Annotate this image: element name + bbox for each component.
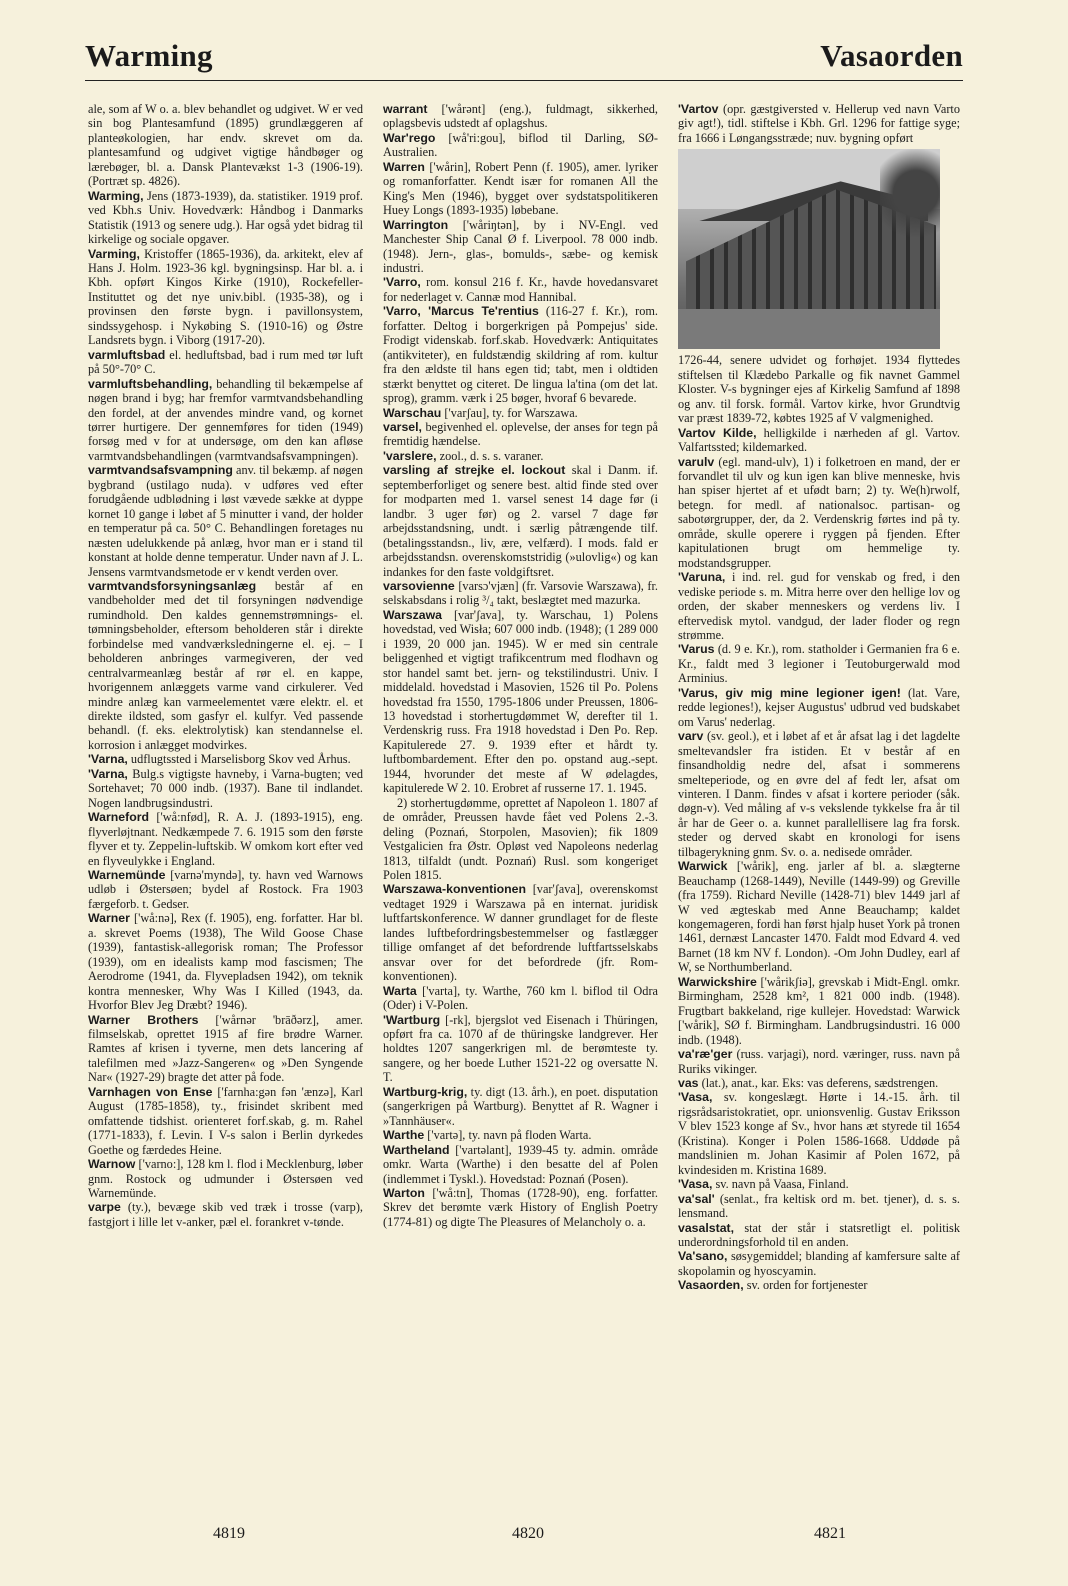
entry-text: søsygemiddel; blanding af kamfersure salte af skopolamin og hyoscyamin. (678, 1249, 960, 1278)
entry-text: (ty.), bevæge skib ved træk i trosse (varp), fastgjort i lille let v-anker, pæl el. forankret v-tønde. (88, 1200, 363, 1229)
entry-headword: 'Varuna, (678, 570, 726, 585)
entry-headword: vas (678, 1076, 699, 1091)
entry-headword: Warnow (88, 1157, 136, 1172)
entry-text: anv. til bekæmp. af nøgen bygbrand (ustilago nuda). v udføres ved efter forudgående udblødning i løst vævede sække at dyppe kornet 10 gange i løbet af 5 minutter i vand, der holder en temperatur på ca. 50° C. Behandlingen foretages nu næsten udelukkende på anlæg, hvor man er i stand til konstant at holde denne temperatur. Under navn af J. L. Jensens varmtvandsmetode er v kendt verden over. (88, 463, 363, 579)
dictionary-entry (383, 218, 658, 276)
entry-headword: Wartburg-krig, (383, 1084, 468, 1099)
entry-headword: varsling af strejke el. lockout (383, 463, 566, 478)
dictionary-entry (678, 1278, 960, 1292)
entry-headword: va'ræ'ger (678, 1047, 733, 1062)
page-number-2: 4820 (512, 1525, 544, 1542)
dictionary-entry (383, 1143, 658, 1186)
dictionary-entry (88, 810, 363, 868)
entry-headword: varpe (88, 1200, 121, 1215)
entry-headword: Va'sano, (678, 1249, 728, 1264)
entry-text: ale, som af W o. a. blev behandlet og udgivet. W er ved sin bog Plantesamfund (1895) grundlæggeren af planteøkologien, har endv. skrevet om da. plantesamfund og udgivet vigtige håndbøger og lærebøger, bl. a. Dansk Plantevækst 1-3 (1906-19). (Portræt sp. 4826). (88, 102, 363, 189)
entry-headword: Warwickshire (678, 974, 757, 989)
dictionary-entry (678, 729, 960, 859)
entry-headword: Wartheland (383, 1142, 450, 1157)
entry-text: (lat. Vare, redde legiones!), kejser Augustus' udbrud ved budskabet om Varus' nederlag. (678, 685, 960, 729)
entry-text: [wå'ri:gou], biflod til Darling, SØ-Australien. (383, 130, 658, 160)
entry-headword: varv (678, 729, 704, 744)
dictionary-entry (88, 1013, 363, 1085)
dictionary-entry (383, 131, 658, 160)
running-header (85, 36, 963, 81)
dictionary-entry (678, 455, 960, 571)
dictionary-entry (88, 189, 363, 247)
entry-headword: Warwick (678, 859, 728, 874)
entry-headword: varmluftsbad (88, 347, 166, 362)
entry-headword: Warszawa-konventionen (383, 882, 527, 897)
dictionary-entry (88, 1157, 363, 1200)
entry-text: [var'ʃava], ty. Warschau, 1) Polens hovedstad, ved Wisła; 607 000 indb. (1948); (1 289 000 i 1939, 20 000 jan. 1945). W er med sin centrale beliggenhed et vigtigt trafikcentrum med flodhavn og stor handel samt bet. jern- og tekstilindustri. Univ. I middelald. hovedstad i Masovien, 1526 til Po. Polens hovedstad fra 1550, 1795-1806 under Preussen, 1806-13 hovedstad i storhertugdømmet W, derefter til 1. Verdenskrig russ. Fra 1918 hovedstad i Den Po. Rep. Kapitulerede 27. 9. 1939 efter et hårdt ty. luftbombardement. Efter den po. opstand aug.-sept. 1944, hvorunder det meste af W ødelagdes, kapitulerede W 2. 10. Erobret af russerne 17. 1. 1945. (383, 607, 658, 796)
dictionary-entry (678, 426, 960, 455)
dictionary-entry (88, 102, 363, 189)
entry-text: ['varno:], 128 km l. flod i Mecklenburg, løber gnm. Rostock og udmunder i Østersøen ved Warnemünde. (88, 1157, 363, 1200)
entry-text: i ind. rel. gud for venskab og fred, i den vediske periode s. m. Mitra herre over den hellige lov og orden, der skaber menneskers og verdens liv. I eftervedisk mytol. vandgud, der lader floder og regn strømme. (678, 570, 960, 642)
dictionary-entry (678, 686, 960, 729)
dictionary-entry (88, 767, 363, 810)
entry-text: ['wå:nə], Rex (f. 1905), eng. forfatter. Har bl. a. skrevet Poems (1938), The Wild Goose Chase (1939), fantastisk-allegorisk roman; The Professor (1939), om en idealists kamp mod fascismen; The Aerodrome (1941, da. Flyvepladsen 1942), om teknik kontra mennesker, Why Was I Killed (1943, da. Hvorfor Blev Jeg Dræbt? 1946). (88, 911, 363, 1013)
page-number-3: 4821 (814, 1525, 846, 1542)
dictionary-entry (88, 1085, 363, 1157)
entry-text: består af en vandbeholder med det til forsyningen nødvendige rumindhold. Den kaldes gennemstrømnings- el. tømningsbeholder, eftersom beholderen står i direkte forbindelse med vandværksledningerne el. ej. – I beholderen anbringes varmegiveren, der ved centralvarmeanlæg består af rør el. en kappe, hvorigennem anlæggets varme vand cirkulerer. Ved mindre anlæg kan varmeelementet være elektr. el. et direkte ildsted, som gasfyr el. kulfyr. Ved passende behandl. (f. eks. elektrolytisk) kan stendannelse el. korrosion i anlægget modvirkes. (88, 578, 363, 752)
entry-headword: Vasaorden, (678, 1278, 744, 1293)
entry-text: [var'ʃava], overenskomst vedtaget 1929 i Warszawa på en internat. juridisk luftfartskonference. W danner grundlaget for de fleste landes luftbefordringsbestemmelser og fastlægger tillige omfanget af det befordrende luftfartsselskabs ansvar over for det befordrede (jfr. Rom-konventionen). (383, 882, 658, 984)
entry-headword: warrant (383, 102, 428, 116)
entry-text: 2) storhertugdømme, oprettet af Napoleon 1. 1807 af de områder, Preussen havde fået ved Polens 2.-3. deling (Poznań, Storpolen, Masovien); fik 1809 Vestgalicien fra Østr. Opløst ved Napoleons nederlag 1813, tilfaldt (undt. Poznań) Rusl. som kongeriget Polen 1815. (383, 795, 658, 883)
entry-headword: Vartov Kilde, (678, 425, 757, 440)
entry-headword: 'Varus, giv mig mine legioner igen! (678, 685, 901, 700)
entry-headword: varmluftsbehandling, (88, 376, 213, 391)
entry-headword: Warner (88, 911, 130, 926)
entry-text: (sv. geol.), et i løbet af et år afsat lag i det lagdelte smeltevandsler fra istiden. Et v består af en finsandholdig nedre del, afsat i sommerens smelteperiode, og en øvre del af fedt ler, afsat om vinteren. I Danm. findes v afsat i kortere perioder (såk. døgn-v). Ved måling af v-s vekslende tykkelse fra år til år har de Geer o. a. kunnet parallellisere lag fra forsk. steder og derved skabt en kronologi for isens tilbagerykning gnm. Sv. o. a. nedisede områder. (678, 729, 960, 859)
dictionary-entry (88, 348, 363, 377)
entry-text: sv. navn på Vaasa, Finland. (712, 1177, 849, 1192)
entry-text: ['wårənt] (eng.), fuldmagt, sikkerhed, oplagsbevis udstedt af oplagshus. (383, 102, 658, 131)
dictionary-entry (383, 1085, 658, 1128)
dictionary-entry (383, 406, 658, 420)
dictionary-entry (88, 579, 363, 752)
entry-text: udflugtssted i Marselisborg Skov ved Århus. (127, 752, 351, 767)
dictionary-entry (678, 1249, 960, 1278)
dictionary-entry (678, 1192, 960, 1221)
dictionary-entry (383, 1013, 658, 1085)
entry-headword: varmtvandsforsyningsanlæg (88, 578, 257, 593)
entry-headword: Warschau (383, 405, 442, 420)
entry-headword: Warthe (383, 1128, 425, 1143)
entry-text: el. hedluftsbad, bad i rum med tør luft på 50°-70° C. (88, 347, 363, 377)
dictionary-entry (88, 377, 363, 464)
dictionary-entry (678, 1047, 960, 1076)
entry-text: ['wårik], eng. jarler af bl. a. slægterne Beauchamp (1268-1449), Neville (1449-99) og Greville (fra 1759). Richard Neville (1428-71) blev 1449 jarl af W ved ægteskab med Anne Beauchamp; kaldet kongemageren, fordi han først hjalp huset York på tronen 1461, dernæst Lancaster 1470. Faldt mod Edvard 4. ved Barnet (18 km NV f. London). -Om John Dudley, earl af W, se Northumberland. (678, 859, 960, 975)
dictionary-entry (383, 449, 658, 463)
dictionary-entry (678, 570, 960, 642)
entry-headword: varmtvandsafsvampning (88, 463, 233, 478)
entry-headword: 'Varna, (88, 766, 128, 781)
dictionary-entry (88, 463, 363, 579)
entry-text: [varsɔ'vjæn] (fr. Varsovie Warszawa), fr. selskabsdans i rolig ³/₄ takt, beslægtet med mazurka. (383, 578, 658, 608)
header-right-word: Vasaorden (820, 38, 963, 73)
entry-text: (lat.), anat., kar. Eks: vas deferens, sædstrengen. (698, 1076, 939, 1091)
dictionary-entry (383, 420, 658, 449)
entry-text: stat der står i statsretligt el. politisk underordningsforhold til en anden. (678, 1220, 960, 1249)
entry-headword: varulv (678, 454, 715, 469)
dictionary-entry (678, 102, 960, 145)
entry-headword: 'Varus (678, 642, 715, 657)
entry-headword: 'Vasa, (678, 1090, 713, 1105)
entry-text: ['varta], ty. Warthe, 760 km l. biflod til Odra (Oder) i V-Polen. (383, 983, 658, 1013)
entry-headword: varsel, (383, 419, 422, 434)
dictionary-entry (678, 1177, 960, 1191)
dictionary-entry (678, 1221, 960, 1250)
entry-text: ['farnha:gən fən 'ænzə], Karl August (1785-1858), ty., frisindet skribent med omfattende tidshist. orienteret forf.skab, g. m. Rahel (1771-1833), f. Levin. I V-s salon i Berlin dyrkedes Goethe og færdedes Heine. (88, 1084, 363, 1157)
dictionary-entry (383, 1128, 658, 1142)
entry-headword: Varming, (88, 246, 140, 261)
dictionary-entry (678, 642, 960, 685)
dictionary-entry (383, 463, 658, 579)
dictionary-entry (88, 1200, 363, 1229)
dictionary-entry (678, 353, 960, 425)
entry-headword: 'Varna, (88, 752, 128, 767)
entry-text: (russ. varjagi), nord. væringer, russ. navn på Ruriks vikinger. (678, 1047, 960, 1076)
entry-headword: Warneford (88, 810, 150, 825)
entry-headword: Varnhagen von Ense (88, 1084, 213, 1099)
entry-text: ['wåriŋtən], by i NV-Engl. ved Manchester Ship Canal Ø f. Liverpool. 78 000 indb. (1948). Jern-, glas-, bomulds-, sæbe- og kemisk industri. (383, 217, 658, 275)
entry-text: ['vartə], ty. navn på floden Warta. (424, 1128, 592, 1143)
column-2 (383, 102, 658, 1502)
entry-headword: Warrington (383, 217, 449, 232)
entry-text: (116-27 f. Kr.), rom. forfatter. Deltog i borgerkrigen på Pompejus' side. Frodigt videnskab. forf.skab. Hovedværk: Antiquitates (antikviteter), en fuldstændig skildring af rom. kultur fra den ældste til hans egen tid; tabt, men i oldtiden stærkt benyttet og citeret. De lingua la'tina (om det lat. sprog), gramm. værk i 25 bøger, hvoraf 6 bevarede. (383, 304, 658, 406)
dictionary-entry (88, 868, 363, 911)
entry-text: ['wårin], Robert Penn (f. 1905), amer. lyriker og romanforfatter. Kendt især for romanen All the King's Men (1946), bygget over sydstatspolitikeren Huey Longs (1893-1935) løbebane. (383, 159, 658, 218)
column-3 (678, 102, 960, 1502)
dictionary-entry (678, 1090, 960, 1177)
entry-text: sv. kongeslægt. Hørte i 14.-15. årh. til rigsrådsaristokratiet, opr. unionsvenlig. Gustav Eriksson V blev 1523 konge af Sv., hvor hans æt styrede til 1654 (Kristina). Konger i Polen 1586-1668. Uddøde på mandslinien m. Johan Kasimir af Polen 1672, på kvindesiden m. Kristina 1689. (678, 1090, 960, 1177)
vartov-building-photo (678, 149, 940, 349)
entry-headword: Warnemünde (88, 868, 166, 883)
dictionary-entry (383, 882, 658, 983)
entry-headword: Warren (383, 159, 425, 174)
dictionary-entry (383, 1186, 658, 1229)
entry-headword: 'varslere, (383, 448, 437, 463)
entry-headword: Warner Brothers (88, 1012, 199, 1027)
dictionary-entry (383, 579, 658, 608)
entry-headword: 'Varro, (383, 275, 421, 290)
entry-text: [varnə'myndə], ty. havn ved Warnows udløb i Østersøen; bydel af Rostock. Fra 1903 færgeforb. t. Gedser. (88, 868, 363, 911)
entry-text: zool., d. s. s. varaner. (436, 448, 544, 463)
entry-text: begivenhed el. oplevelse, der anses for tegn på fremtidig hændelse. (383, 419, 658, 449)
dictionary-entry (383, 984, 658, 1013)
dictionary-entry (383, 796, 658, 883)
entry-headword: Warszawa (383, 607, 443, 622)
entry-headword: vasalstat, (678, 1220, 735, 1235)
entry-headword: Warming, (88, 188, 144, 203)
entry-text: skal i Danm. if. septemberforliget og senere best. altid finde sted over for modparten med 1. varsel senest 14 dage før (i landbr. 3 uger før) og 2. varsel 7 dage før arbejdsstandsning, undt. i særlig påtrængende tilf. (betalingsstandsn., liv, ære, velfærd). I mods. fald er arbejdsstandsn. overenskomststridig (»ulovlig«) og kan indankes for den faste voldgiftsret. (383, 463, 658, 579)
entry-text: (opr. gæstgiversted v. Hellerup ved navn Varto giv agt!), tidl. stiftelse i Kbh. Grl. 1296 for fattige syge; fra 1666 i Løngangsstræde; nuv. bygning opført (678, 102, 960, 145)
entry-headword: 'Vartov (678, 102, 719, 116)
entry-text: rom. konsul 216 f. Kr., havde hovedansvaret for nederlaget v. Cannæ mod Hannibal. (383, 275, 658, 304)
entry-text: (senlat., fra keltisk ord m. bet. tjener), d. s. s. lensmand. (678, 1191, 960, 1221)
entry-text: ['wå:nfød], R. A. J. (1893-1915), eng. flyverløjtnant. Nedkæmpede 7. 6. 1915 som den første flyver et ty. Zeppelin-luftskib. W omkom kort efter ved en flyveulykke i England. (88, 810, 363, 868)
dictionary-entry (678, 859, 960, 975)
entry-text: (d. 9 e. Kr.), rom. statholder i Germanien fra 6 e. Kr., faldt med 3 legioner i Teutoburgerwald mod Arminius. (678, 642, 960, 686)
entry-headword: Warta (383, 983, 417, 998)
entry-text: Kristoffer (1865-1936), da. arkitekt, elev af Hans J. Holm. 1923-36 kgl. bygningsinsp. Har bl. a. i Kbh. opført Kingos Kirke (1910), Rockefeller-Instituttet og det nye univ.bibl. (1935-38), og i provinsen den første bygn. i pavillonsystem, sindssygehosp. i Nykøbing S. (1910-16) og Østre Landsrets bygn. i Viborg (1917-20). (88, 246, 363, 348)
entry-text: ['wårikʃiə], grevskab i Midt-Engl. omkr. Birmingham, 2528 km², 1 821 000 indb. (1948). Frugtbart bakkeland, rige kullejer. Hovedstad: Warwick ['wårik], SØ f. Birmingham. Landbrugsindustri. 16 000 indb. (1948). (678, 974, 960, 1047)
entry-headword: 'Wartburg (383, 1012, 441, 1027)
entry-text: ['vartəlant], 1939-45 ty. admin. område omkr. Warta (Warthe) i den besatte del af Polen (indlemmet i Tyskl.). Hovedstad: Poznań (Posen). (383, 1142, 658, 1186)
entry-text: sv. orden for fortjenester (743, 1278, 868, 1293)
entry-text: (egl. mand-ulv), 1) i folketroen en mand, der er forvandlet til ulv og kun igen kan blive menneske, hvis han spiser hjertet af et ufødt barn; 2) ty. We(h)rwolf, betegn. for medl. af nationalsoc. partisan- og sabotørgrupper, der, da 2. Verdenskrig førtes ind på ty. område, skulle operere i ryggen på fjenden. Efter kapitulationen brugt om hemmelige ty. modstandsgrupper. (678, 454, 960, 570)
entry-text: Bulg.s vigtigste havneby, i Varna-bugten; ved Sortehavet; 70 000 indb. (1937). Bane til indlandet. Nogen landbrugsindustri. (88, 766, 363, 810)
entry-text: ['wårnər 'brāðərz], amer. filmselskab, oprettet 1915 af fire brødre Warner. Ramtes af krisen i tyverne, men dets lancering af talefilmen med »Jazz-Sangeren« og »Den Syngende Nar« (1927-29) bragte det atter på fode. (88, 1012, 363, 1085)
dictionary-entry (678, 975, 960, 1047)
entry-text: ['varʃau], ty. for Warszawa. (441, 405, 578, 420)
page-number-1: 4819 (213, 1525, 245, 1542)
entry-headword: War'rego (383, 130, 436, 145)
dictionary-entry (383, 275, 658, 304)
column-1 (88, 102, 363, 1502)
entry-headword: va'sal' (678, 1191, 715, 1206)
entry-text: Jens (1873-1939), da. statistiker. 1919 prof. ved Kbh.s Univ. Hovedværk: Håndbog i Danmarks Statistik (1913 og senere udg.). Har også ydet bidrag til kirkelige og sociale opgaver. (88, 188, 363, 247)
entry-headword: 'Varro, 'Marcus Te'rentius (383, 304, 539, 319)
entry-text: ['wå:tn], Thomas (1728-90), eng. forfatter. Skrev det berømte værk History of English Poetry (1774-81) og digte The Pleasures of Melancholy o. a. (383, 1185, 658, 1229)
header-left-word: Warming (85, 38, 213, 73)
dictionary-entry (383, 102, 658, 131)
dictionary-entry (88, 752, 363, 766)
entry-headword: Warton (383, 1185, 425, 1200)
dictionary-entry (383, 608, 658, 796)
dictionary-entry (88, 911, 363, 1012)
dictionary-entry (383, 160, 658, 218)
entry-headword: 'Vasa, (678, 1177, 713, 1192)
entry-headword: varsovienne (383, 578, 455, 593)
entry-text: 1726-44, senere udvidet og forhøjet. 1934 flyttedes stiftelsen til Klædebo Parkalle og fik navnet Gammel Kloster. V-s bygninger ejes af Kirkelig Samfund af 1898 og anv. til forsk. formål. Vartov kirke, hvor Grundtvig var præst 1839-72, købtes 1925 af V valgmenighed. (678, 353, 960, 426)
entry-text: behandling til bekæmpelse af nøgen brand i byg; har fremfor varmtvandsbehandling den fordel, at der anvendes mindre vand, og kornet tørrer hurtigere. Der gennemføres for tiden (1949) forsøg med v for at undersøge, om den kan afløse varmtvandsbehandlingen (varmtvandsafsvampningen). (88, 376, 363, 463)
dictionary-entry (383, 304, 658, 405)
entry-text: helligkilde i nærheden af gl. Vartov. Valfartssted; kildemarked. (678, 425, 960, 455)
dictionary-entry (88, 247, 363, 348)
dictionary-entry (678, 1076, 960, 1090)
entry-text: ty. digt (13. årh.), en poet. disputation (sangerkrigen på Wartburg). Benyttet af R. Wagner i »Tannhäuser«. (383, 1084, 658, 1128)
entry-text: [-rk], bjergslot ved Eisenach i Thüringen, opført fra ca. 1070 af de thüringske landgrever. Her holdtes 1207 sangerkrigen ml. de berømteste ty. sangere, og her boede Luther 1521-22 og oversatte N. T. (383, 1012, 658, 1085)
